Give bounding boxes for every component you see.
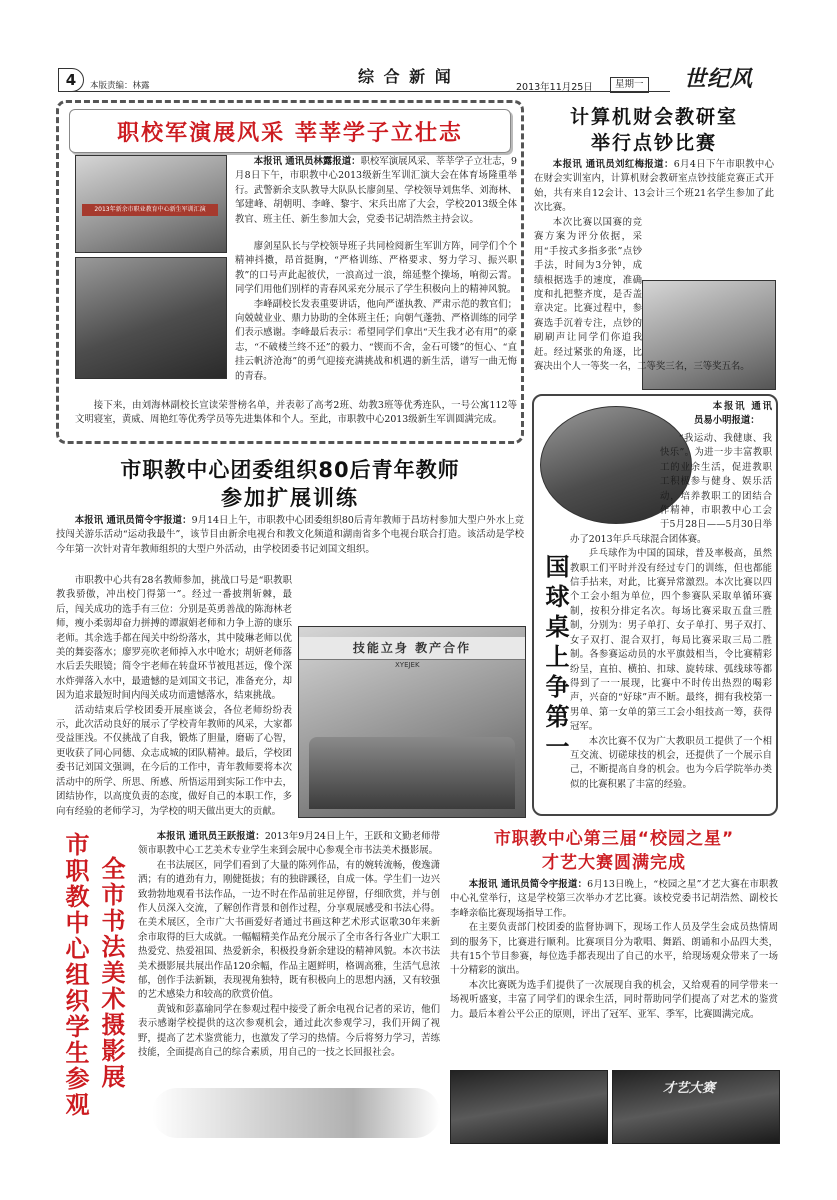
article3-paragraph: 9月14日上午，市职教中心团委组织80后青年教师于昌坊村参加大型户外水上竞技闯关游乐活动“运动我最牛”，该节目由新余电视台和教文化频道和湖南省多个电视台联合打造。该活动是学校今年第一次针对青年教师组织的大型户外活动，由学校团委书记刘国文组织。	[56, 515, 524, 555]
article-cash-counting	[534, 100, 774, 390]
article2-photo-float	[642, 280, 774, 352]
article5-body	[138, 830, 440, 1061]
editor-label: 本版责编：林露	[90, 81, 150, 91]
article-team-training	[56, 448, 524, 824]
article1-paragraph: 接下来，由刘海林副校长宣读荣誉榜名单，并表彰了高考2班、幼教3班等优秀连队，一号公寓112等文明寝室，黄威、周艳红等优秀学员等先进集体和个人。至此，市职教中心2013级新生军训圆满完成。	[75, 400, 517, 426]
photo-building-sign	[299, 637, 525, 660]
article4-body-top	[694, 400, 772, 429]
article1-body-bottom	[75, 399, 517, 428]
article3-paragraph: 活动结束后学校团委开展座谈会，各位老师纷纷表示，此次活动良好的展示了学校青年教师的风采，大家都受益匪浅。不仅挑战了自我，锻炼了胆量，磨砺了心智，更收获了同心同德、众志成城的团队精神。最后，学校团委书记刘国文强调，在今后的工作中，青年教师要将本次活动中的所学、所思、所感、所悟运用到实际工作中去，团结协作，以高度负责的态度，做好自己的本职工作，多向有经验的老师学习，为学校的明天做出更大的贡献。	[56, 704, 292, 817]
article-military-drill	[56, 100, 524, 444]
article2-title-line2: 举行点钞比赛	[590, 132, 717, 154]
article-table-tennis	[532, 394, 778, 816]
article6-body	[450, 878, 778, 1022]
stage-performance-photo	[450, 1070, 608, 1144]
article2-paragraph: 本次比赛以国赛的竞赛方案为评分依据，采用“手按式多指多张”点钞手法，时间为3分钟，成绩根据选手的速度，准确度和扎把整齐度，是否盖章决定。比赛过程中，参赛选手沉着专注，点钞的刷刷声让同学们你追我赶。经过紧张的角逐，比赛决出个人一等奖一名，二等奖三名，三等奖五名。	[534, 217, 750, 373]
weekday-label: 星期一	[615, 79, 644, 90]
article3-body-top	[56, 514, 524, 557]
article5-vertical-title-right	[94, 856, 128, 1126]
team-group-photo	[298, 626, 526, 818]
page-header	[58, 66, 778, 96]
article5-paragraph: 黄钺和彭嘉瑜同学在参观过程中接受了新余电视台记者的采访，他们表示感谢学校提供的这次参观机会，通过此次参观学习，我们开阔了视野，提高了艺术鉴赏能力，也激发了学习的热情。今后将努力学习，苦练技能，全面提高自己的综合素质，用自己的一技之长回报社会。	[138, 1003, 440, 1059]
article1-paragraph: 李峰副校长发表重要讲话，他向严谨执教、严肃示范的教官们；向兢兢业业、鼎力协助的全体班主任；向朝气蓬勃、严格训练的同学们表示感谢。李峰最后表示：希望同学们拿出“天生我才必有用”的豪志，“不破楼兰终不还”的毅力、“锲而不舍，金石可镂”的恒心、“直挂云帆济沧海”的勇气迎接充满挑战和机遇的新生活，谱写一曲无悔的青春。	[235, 298, 517, 382]
article2-paragraph: 6月4日下午市职教中心在财会实训室内，计算机财会教研室点钞技能竞赛正式开始，共有来自12会计、13会计三个班21名学生参加了此次比赛。	[534, 159, 775, 214]
drill-formation-photo	[75, 257, 227, 379]
article6-paragraph: 在主要负责部门校团委的监督协调下，现场工作人员及学生会成员热情周到的服务下，比赛进行顺利。比赛项目分为歌唱、舞蹈、朗诵和小品四大类，共有15个节目参赛，每位选手都表现出了自己的水平，给现场观众带来了一场十分精彩的演出。	[450, 922, 778, 977]
article2-byline: 本报讯 通讯员刘红梅报道：	[552, 159, 674, 170]
page-number-badge	[58, 68, 84, 92]
article2-body	[534, 158, 774, 216]
date-label: 2013年11月25日	[516, 82, 593, 93]
page-number: 4	[65, 71, 77, 89]
article6-paragraph: 6月13日晚上，“校园之星”才艺大赛在市职教中心礼堂举行，这是学校第三次举办才艺比赛。该校党委书记胡浩然、副校长李峰亲临比赛现场指导工作。	[450, 879, 778, 919]
article6-paragraph: 本次比赛既为选手们提供了一次展现自我的机会，又给观看的同学带来一场视听盛宴，丰富了同学们的课余生活，同时帮助同学们提高了对艺术的鉴赏力。最后本着公平公正的原则，评出了冠军、亚军、季军，比赛圆满完成。	[450, 979, 778, 1020]
photo-banner	[82, 204, 218, 216]
article2-title-line1: 计算机财会教研室	[569, 106, 738, 128]
article1-body	[235, 155, 517, 227]
article1-body-right2	[235, 240, 517, 384]
masthead-logo: 世纪风	[684, 66, 754, 92]
article5-vertical-title-right-text: 全市书法美术摄影展	[97, 856, 125, 1090]
photo-stage-logo: 才艺大赛	[663, 1081, 716, 1096]
article3-paragraph: 市职教中心共有28名教师参加，挑战口号是“职教职教我骄傲，冲出校门得第一”。经过一番披荆斩棘，最后，闯关成功的选手有三位：分别是英勇善战的陈海林老师，瘦小柔弱却奋力拼搏的谭淑娟老师和力争上游的康乐老师。其余选手都在闯关中纷纷落水，其中陵琳老师以优美的舞姿落水；廖罗亮吹老师掉入水中呛水；胡妍老师落水后丢失眼镜；简令宇老师在转盘环节被甩甚远，像个深水炸弹落入水中，最遗憾的是刘国文书记，准备充分，却因为追求最短时间内闯关成功而遗憾落水，结束挑战。	[56, 575, 292, 702]
article3-byline: 本报讯 通讯员简令宇报道：	[74, 515, 192, 526]
drill-ceremony-photo	[75, 155, 227, 253]
article6-byline: 本报讯 通讯员简令宇报道：	[468, 879, 588, 890]
article1-byline: 本报讯 通讯员林露报道：	[253, 156, 361, 167]
article4-paragraph: “我运动、我健康、我快乐”。为进一步丰富教职工的业余生活，促进教职工积极参与健身、娱乐活动，培养教职工的团结合作精神，市职教中心工会于5月28日——5月30日举办了2013年乒乓球混合团体赛。	[570, 433, 772, 545]
article4-photo-float	[540, 432, 660, 528]
photo-building-code: XYEJEK	[395, 661, 420, 669]
article3-title-line2: 参加扩展训练	[221, 486, 359, 510]
article-campus-star	[450, 822, 778, 1148]
article1-title-box	[69, 109, 511, 153]
article1-paragraph: 廖剑星队长与学校领导班子共同检阅新生军训方阵，同学们个个精神抖擞，昂首挺胸，“严格训练、严格要求、努力学习、振兴职教”的口号声此起彼伏，一浪高过一浪，绵延整个操场，响彻云霄。同学们用他们别样的青春风采充分展示了学生积极向上的精神风貌。	[235, 241, 517, 296]
article3-title-line1: 市职教中心团委组织80后青年教师	[120, 458, 460, 482]
article6-title-line1: 市职教中心第三届“校园之星”	[493, 829, 735, 849]
article5-vertical-title-left-text: 市职教中心组织学生参观	[61, 832, 89, 1118]
article6-title-line2: 才艺大赛圆满完成	[542, 853, 686, 873]
article5-byline: 本报讯 通讯员王跃报道：	[156, 831, 265, 842]
article-art-exhibition	[56, 826, 440, 1142]
article4-paragraph: 本次比赛不仅为广大教职员工提供了一个相互交流、切磋球技的机会，还提供了一个展示自己，不断提高自身的机会。也为今后学院举办类似的比赛积累了丰富的经验。	[570, 735, 772, 790]
article5-vertical-title-left	[58, 832, 92, 1132]
photo-group-people	[309, 737, 515, 809]
photo-banner-text: 2013年新余市职业教育中心新生军训汇演	[94, 206, 206, 213]
article1-title: 职校军演展风采 莘莘学子立壮志	[117, 121, 463, 146]
article2-body-cont	[534, 216, 774, 386]
article4-vertical-title	[538, 554, 569, 764]
award-ceremony-photo	[612, 1070, 780, 1144]
weekday-badge	[610, 77, 649, 93]
ink-wash-decoration	[152, 1088, 440, 1138]
article4-body	[570, 432, 772, 792]
section-title: 综 合 新 闻	[358, 67, 453, 86]
article5-paragraph: 2013年9月24日上午，王跃和文勤老师带领市职教中心工艺美术专业学生来到会展中心参观全市书法美术摄影展。	[138, 831, 441, 857]
article4-byline: 本报讯 通讯员易小明报道：	[694, 401, 772, 427]
article4-vertical-title-text: 国球桌上争第一	[541, 554, 569, 764]
photo-building-sign-text: 技能立身 教产合作	[352, 641, 472, 655]
article4-paragraph: 乒乓球作为中国的国球，普及率极高，虽然教职工们平时并没有经过专门的训练，但也都能信手拈来，对此，比赛异常激烈。本次比赛以四个工会小组为单位，四个参赛队采取单循环赛制，按积分排定名次。每场比赛采取五盘三胜制，分别为：男子单打、女子单打、男子双打、女子双打、混合双打，每局比赛采取三局二胜制。各参赛运动员的水平旗鼓相当，令比赛精彩纷呈，直拍、横拍、扣球、旋转球、弧线球等都得到了一一展现，比赛中不时传出热烈的喝彩声，兴奋的“好球”声不断。最终，拥有我校第一男单、第一女单的第三工会小组技高一筹，获得冠军。	[570, 548, 772, 733]
article5-paragraph: 在书法展区，同学们看到了大量的陈列作品，有的婉转流畅，俊逸潇洒；有的遒劲有力，刚健挺拔；有的独辟蹊径，自成一体。学生们一边兴致勃勃地观看书法作品，一边不时在作品前驻足停留，仔细欣赏，并与创作人员深入交流，了解创作背景和创作过程，分享观展感受和书法心得。在美术展区，全市广大书画爱好者通过书画这种艺术形式讴歌30年来新余市取得的巨大成就。一幅幅精美作品充分展示了全市各行各业广大职工热爱党、热爱祖国、热爱新余，积极投身新余建设的精神风貌。本次书法美术摄影展共展出作品120余幅，作品主题鲜明，格调高雅，生活气息浓郁，创作手法新颖，表现视角独特，既有积极向上的思想内涵，又有较强的艺术感染力和较高的欣赏价值。	[138, 859, 440, 1001]
article1-paragraph: 职校军演展风采、莘莘学子立壮志，9月8日下午，市职教中心2013级新生军训汇演大会在体育场隆重举行。武警新余支队教导大队队长廖剑星、学校领导刘焦华、刘海林、邹建峰、胡朝明、李峰、黎宇、宋兵出席了大会，学校2013级全体教官、班主任、新生参加大会，党委书记胡浩然主持会议。	[235, 156, 518, 225]
